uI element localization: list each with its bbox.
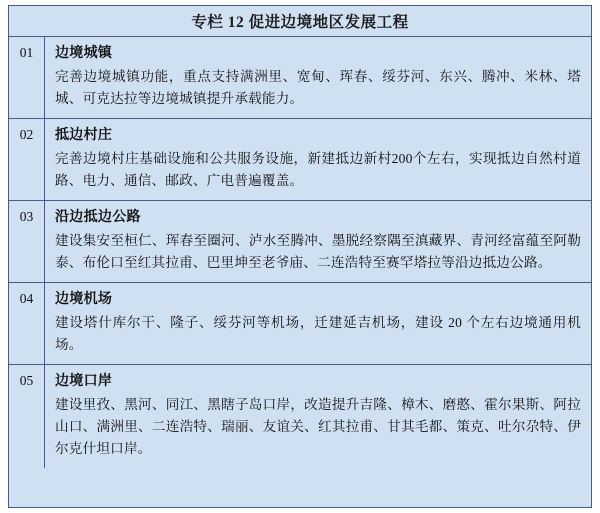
item-body: 建设集安至桓仁、珲春至圈河、泸水至腾冲、墨脱经察隅至滇藏界、青河经富蕴至阿勒泰、布伦口至红其拉甫、巴里坤至老爷庙、二连浩特至赛罕塔拉等沿边抵边公路。 (55, 233, 581, 270)
table-row (9, 283, 591, 365)
row-content (45, 365, 591, 468)
item-heading: 边境机场 (55, 292, 113, 307)
row-content (45, 37, 591, 118)
item-heading: 沿边抵边公路 (55, 210, 141, 225)
table-row (9, 37, 591, 119)
table-row (9, 365, 591, 468)
item-heading: 边境口岸 (55, 374, 113, 389)
item-body: 建设里孜、黑河、同江、黑瞎子岛口岸，改造提升吉隆、樟木、磨憨、霍尔果斯、阿拉山口、满洲里、二连浩特、瑞丽、友谊关、红其拉甫、甘其毛都、策克、吐尔尕特、伊尔克什坦口岸。 (55, 397, 581, 456)
table-title: 专栏 12 促进边境地区发展工程 (191, 14, 409, 31)
table-body (9, 37, 591, 468)
row-number: 01 (9, 37, 45, 118)
table-row (9, 119, 591, 201)
row-number: 02 (9, 119, 45, 200)
table-title-row (9, 6, 591, 37)
item-body: 完善边境村庄基础设施和公共服务设施，新建抵边新村200个左右，实现抵边自然村道路、电力、通信、邮政、广电普遍覆盖。 (55, 151, 581, 188)
row-content (45, 201, 591, 282)
feature-box-table (8, 5, 592, 508)
row-content (45, 119, 591, 200)
item-body: 完善边境城镇功能，重点支持满洲里、宽甸、珲春、绥芬河、东兴、腾冲、米林、塔城、可克达拉等边境城镇提升承载能力。 (55, 69, 581, 106)
row-number: 05 (9, 365, 45, 468)
row-number: 04 (9, 283, 45, 364)
item-heading: 边境城镇 (55, 46, 113, 61)
row-content (45, 283, 591, 364)
item-heading: 抵边村庄 (55, 128, 113, 143)
item-body: 建设塔什库尔干、隆子、绥芬河等机场，迁建延吉机场，建设 20 个左右边境通用机场。 (55, 315, 581, 352)
row-number: 03 (9, 201, 45, 282)
table-row (9, 201, 591, 283)
